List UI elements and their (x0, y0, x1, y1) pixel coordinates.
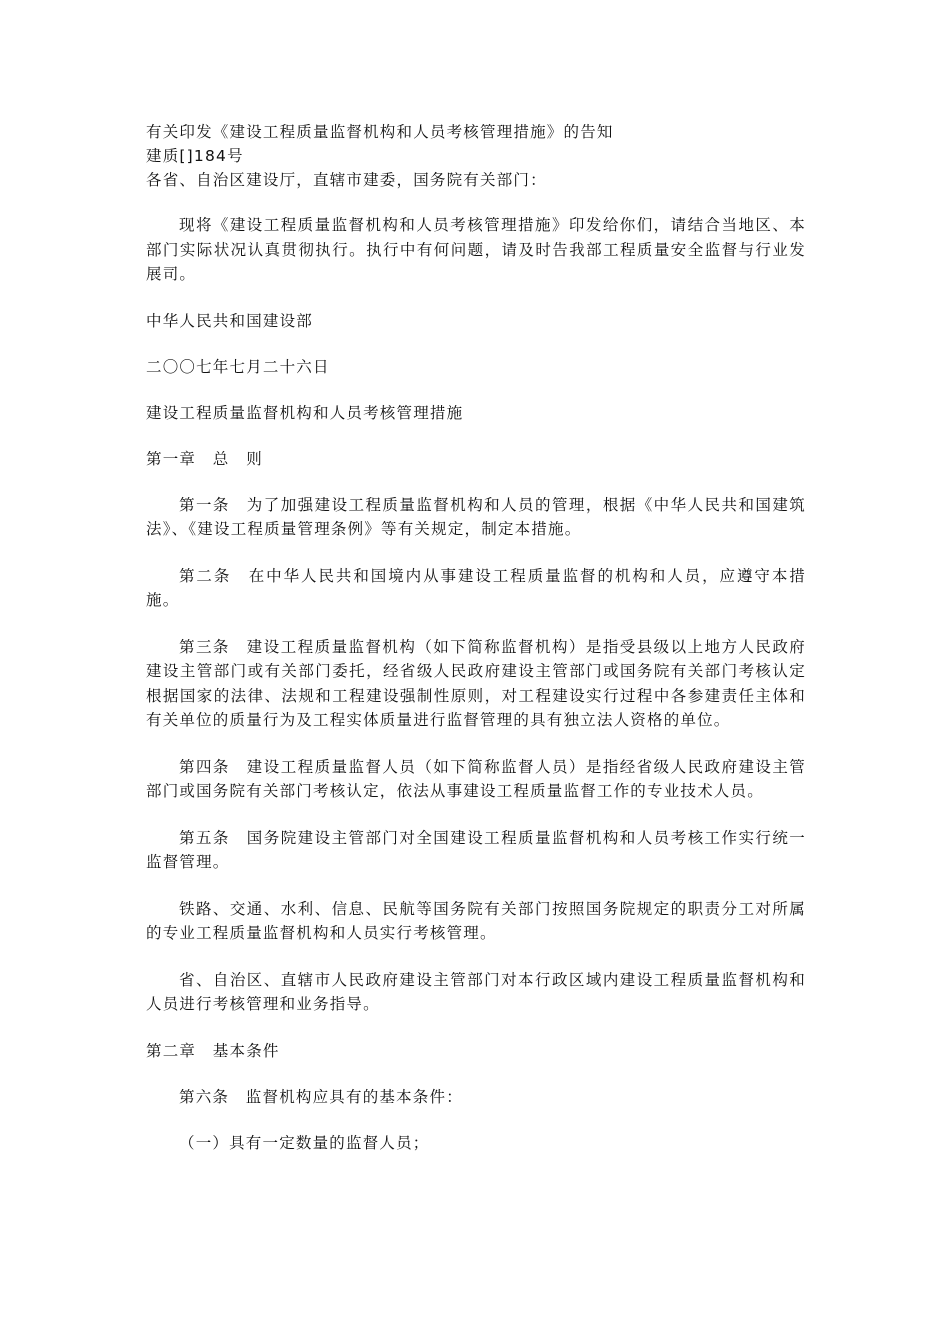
issuer: 中华人民共和国建设部 (146, 311, 314, 330)
article-6-item-1: （一）具有一定数量的监督人员； (179, 1133, 430, 1152)
article-2: 第二条 在中华人民共和国境内从事建设工程质量监督的机构和人员，应遵守本措施。 (146, 566, 806, 609)
chapter-1-title: 第一章 总 则 (146, 449, 263, 468)
chapter-2-title: 第二章 基本条件 (146, 1041, 280, 1060)
article-3: 第三条 建设工程质量监督机构（如下简称监督机构）是指受县级以上地方人民政府建设主管部门或有关部门委托，经省级人民政府建设主管部门或国务院有关部门考核认定根据国家的法律、法规和工程建设强制性原则，对工程建设实行过程中各参建责任主体和有关单位的质量行为及工程实体质量进行监督管理的具有独立法人资格的单位。 (146, 637, 806, 729)
document-page (146, 120, 806, 1155)
document-number: 建质[]184号 (146, 147, 244, 165)
article-5-paragraph-3: 省、自治区、直辖市人民政府建设主管部门对本行政区域内建设工程质量监督机构和人员进行考核管理和业务指导。 (146, 970, 806, 1013)
issue-date: 二〇〇七年七月二十六日 (146, 357, 330, 376)
article-1: 第一条 为了加强建设工程质量监督机构和人员的管理，根据《中华人民共和国建筑法》、《建设工程质量管理条例》等有关规定，制定本措施。 (146, 495, 806, 538)
article-5-paragraph-2: 铁路、交通、水利、信息、民航等国务院有关部门按照国务院规定的职责分工对所属的专业工程质量监督机构和人员实行考核管理。 (146, 899, 806, 942)
article-5: 第五条 国务院建设主管部门对全国建设工程质量监督机构和人员考核工作实行统一监督管理。 (146, 828, 806, 871)
measures-title: 建设工程质量监督机构和人员考核管理措施 (146, 403, 464, 422)
notice-title: 有关印发《建设工程质量监督机构和人员考核管理措施》的告知 (146, 123, 614, 141)
recipients-line: 各省、自治区建设厅，直辖市建委，国务院有关部门： (146, 171, 547, 189)
article-6: 第六条 监督机构应具有的基本条件： (179, 1087, 463, 1106)
intro-paragraph: 现将《建设工程质量监督机构和人员考核管理措施》印发给你们，请结合当地区、本部门实际状况认真贯彻执行。执行中有何问题，请及时告我部工程质量安全监督与行业发展司。 (146, 216, 806, 283)
article-4: 第四条 建设工程质量监督人员（如下简称监督人员）是指经省级人民政府建设主管部门或国务院有关部门考核认定，依法从事建设工程质量监督工作的专业技术人员。 (146, 757, 806, 800)
